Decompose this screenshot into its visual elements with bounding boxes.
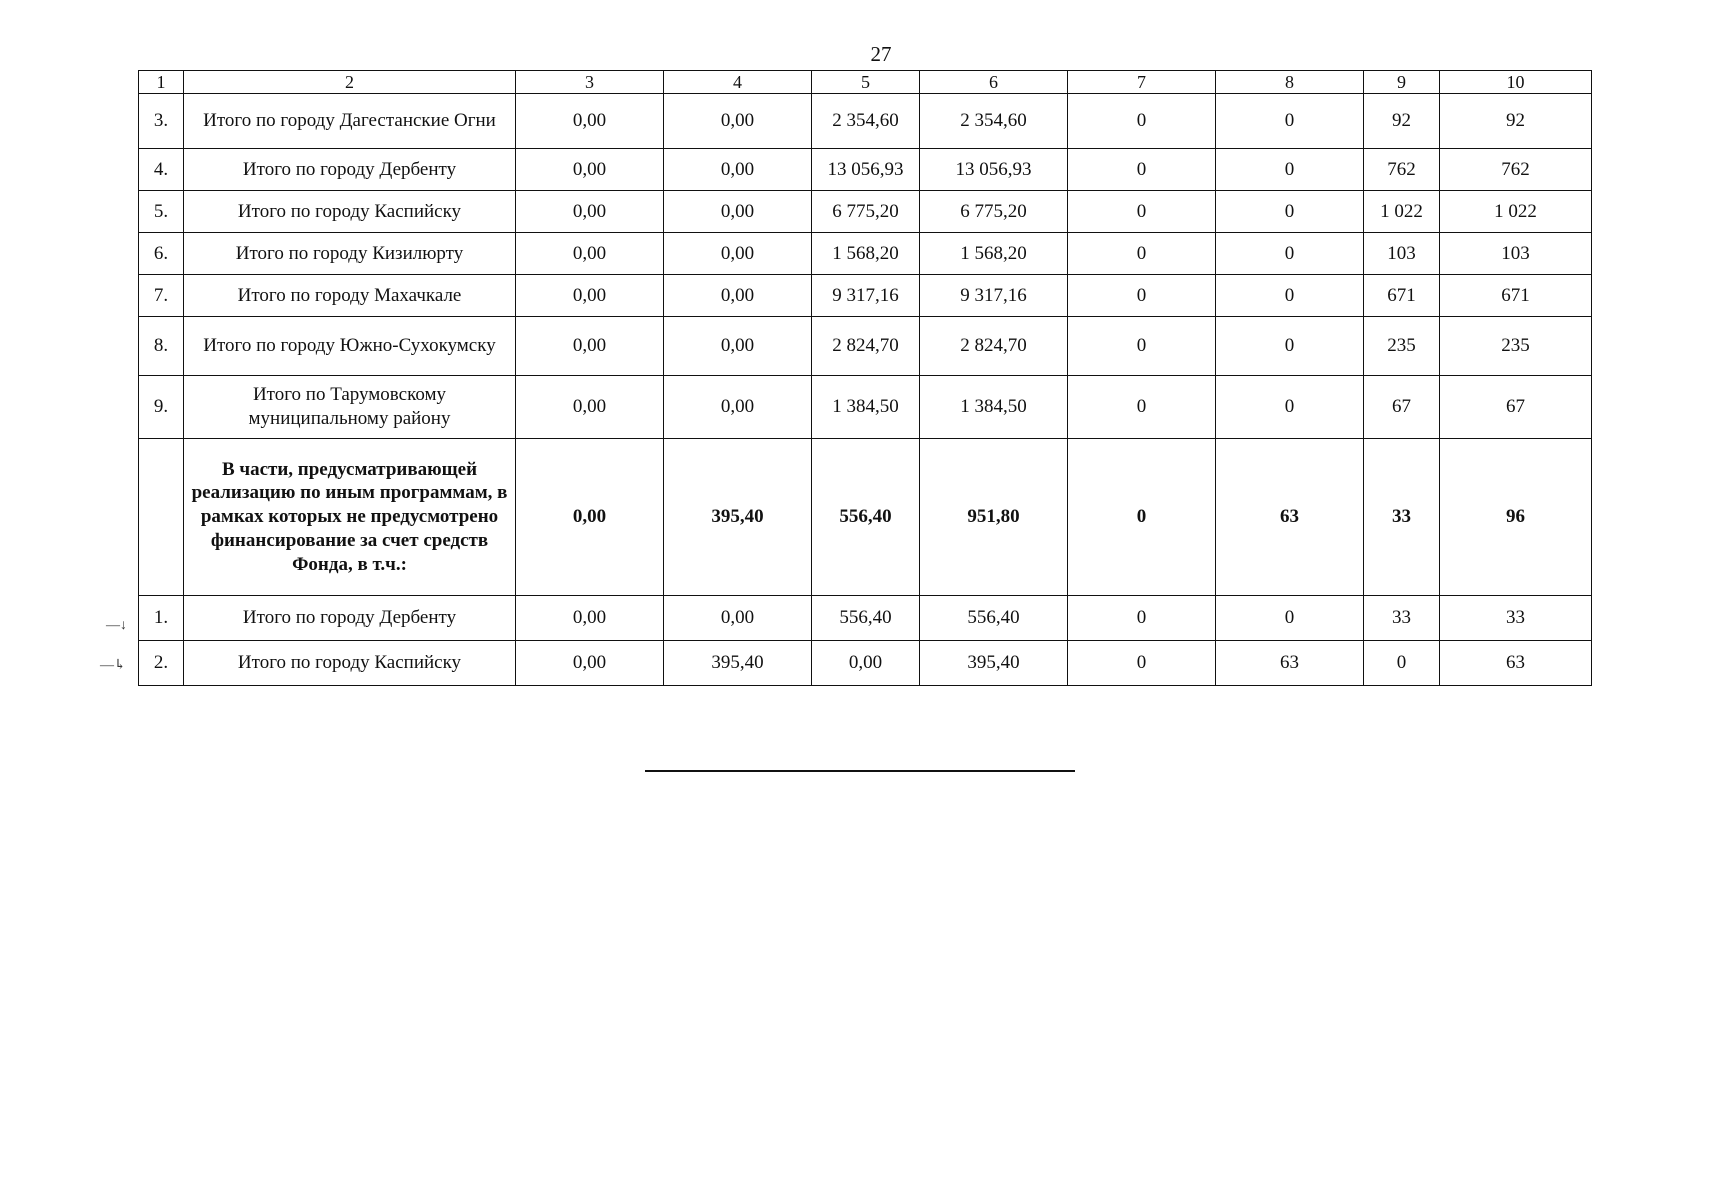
cell-c8: 0 — [1216, 317, 1364, 376]
col-header: 3 — [516, 71, 664, 94]
col-header: 5 — [812, 71, 920, 94]
row-name: Итого по городу Махачкале — [184, 275, 516, 317]
handwritten-tick-mark: —↳ — [100, 658, 126, 673]
row-name: Итого по городу Дагестанские Огни — [184, 94, 516, 149]
cell-c7: 0 — [1068, 596, 1216, 641]
cell-c3: 0,00 — [516, 191, 664, 233]
cell-c3: 0,00 — [516, 275, 664, 317]
row-name: Итого по Тарумовскому муниципальному району — [184, 376, 516, 439]
row-number: 5. — [139, 191, 184, 233]
row-number: 8. — [139, 317, 184, 376]
row-name: Итого по городу Дербенту — [184, 596, 516, 641]
closing-divider-line — [645, 770, 1075, 772]
cell-c9: 235 — [1364, 317, 1440, 376]
cell-c6: 9 317,16 — [920, 275, 1068, 317]
row-number: 7. — [139, 275, 184, 317]
cell-c7: 0 — [1068, 376, 1216, 439]
cell-c3: 0,00 — [516, 641, 664, 686]
table-row — [139, 641, 1592, 686]
cell-c7: 0 — [1068, 641, 1216, 686]
page-number: 27 — [870, 42, 892, 66]
cell-c8: 63 — [1216, 641, 1364, 686]
cell-c5: 0,00 — [812, 641, 920, 686]
cell-c5: 1 568,20 — [812, 233, 920, 275]
cell-c4: 0,00 — [664, 275, 812, 317]
cell-c5: 2 824,70 — [812, 317, 920, 376]
table-row — [139, 275, 1592, 317]
cell-c4: 0,00 — [664, 233, 812, 275]
column-number-header — [139, 71, 1592, 94]
cell-c7: 0 — [1068, 275, 1216, 317]
row-number — [139, 439, 184, 596]
cell-c3: 0,00 — [516, 317, 664, 376]
table-row — [139, 233, 1592, 275]
cell-c9: 92 — [1364, 94, 1440, 149]
col-header: 7 — [1068, 71, 1216, 94]
cell-c8: 0 — [1216, 233, 1364, 275]
cell-c4: 395,40 — [664, 641, 812, 686]
cell-c5: 13 056,93 — [812, 149, 920, 191]
table-row — [139, 376, 1592, 439]
cell-c6: 951,80 — [920, 439, 1068, 596]
cell-c7: 0 — [1068, 233, 1216, 275]
row-name: Итого по городу Кизилюрту — [184, 233, 516, 275]
row-number: 1. — [139, 596, 184, 641]
row-number: 6. — [139, 233, 184, 275]
cell-c3: 0,00 — [516, 376, 664, 439]
cell-c5: 556,40 — [812, 596, 920, 641]
row-number: 4. — [139, 149, 184, 191]
cell-c5: 6 775,20 — [812, 191, 920, 233]
cell-c9: 0 — [1364, 641, 1440, 686]
col-header: 10 — [1440, 71, 1592, 94]
cell-c5: 1 384,50 — [812, 376, 920, 439]
cell-c3: 0,00 — [516, 94, 664, 149]
cell-c7: 0 — [1068, 94, 1216, 149]
cell-c10: 1 022 — [1440, 191, 1592, 233]
cell-c9: 67 — [1364, 376, 1440, 439]
cell-c7: 0 — [1068, 191, 1216, 233]
col-header: 8 — [1216, 71, 1364, 94]
cell-c10: 96 — [1440, 439, 1592, 596]
table-row — [139, 191, 1592, 233]
cell-c10: 762 — [1440, 149, 1592, 191]
cell-c10: 92 — [1440, 94, 1592, 149]
cell-c6: 556,40 — [920, 596, 1068, 641]
cell-c3: 0,00 — [516, 233, 664, 275]
cell-c7: 0 — [1068, 439, 1216, 596]
cell-c6: 2 824,70 — [920, 317, 1068, 376]
row-name: Итого по городу Южно-Сухокумску — [184, 317, 516, 376]
cell-c8: 0 — [1216, 94, 1364, 149]
cell-c8: 0 — [1216, 275, 1364, 317]
col-header: 6 — [920, 71, 1068, 94]
cell-c9: 33 — [1364, 596, 1440, 641]
col-header: 9 — [1364, 71, 1440, 94]
cell-c8: 63 — [1216, 439, 1364, 596]
cell-c4: 0,00 — [664, 191, 812, 233]
cell-c8: 0 — [1216, 149, 1364, 191]
cell-c10: 63 — [1440, 641, 1592, 686]
cell-c9: 103 — [1364, 233, 1440, 275]
cell-c3: 0,00 — [516, 439, 664, 596]
cell-c5: 2 354,60 — [812, 94, 920, 149]
cell-c10: 33 — [1440, 596, 1592, 641]
cell-c4: 0,00 — [664, 376, 812, 439]
data-table — [138, 70, 1592, 686]
cell-c4: 0,00 — [664, 94, 812, 149]
cell-c8: 0 — [1216, 191, 1364, 233]
table-row — [139, 94, 1592, 149]
table-row — [139, 317, 1592, 376]
section-row — [139, 439, 1592, 596]
handwritten-tick-mark: —↓ — [106, 618, 127, 633]
cell-c7: 0 — [1068, 149, 1216, 191]
cell-c4: 0,00 — [664, 596, 812, 641]
cell-c10: 103 — [1440, 233, 1592, 275]
cell-c8: 0 — [1216, 376, 1364, 439]
col-header: 2 — [184, 71, 516, 94]
cell-c6: 6 775,20 — [920, 191, 1068, 233]
row-name: Итого по городу Дербенту — [184, 149, 516, 191]
cell-c4: 395,40 — [664, 439, 812, 596]
table-row — [139, 596, 1592, 641]
cell-c4: 0,00 — [664, 149, 812, 191]
cell-c6: 395,40 — [920, 641, 1068, 686]
cell-c3: 0,00 — [516, 596, 664, 641]
cell-c10: 235 — [1440, 317, 1592, 376]
cell-c5: 9 317,16 — [812, 275, 920, 317]
row-number: 2. — [139, 641, 184, 686]
cell-c9: 762 — [1364, 149, 1440, 191]
section-name: В части, предусматривающей реализацию по иным программам, в рамках которых не предусмотрено финансирование за счет средств Фонда, в т.ч.: — [184, 439, 516, 596]
row-number: 9. — [139, 376, 184, 439]
cell-c9: 671 — [1364, 275, 1440, 317]
cell-c6: 2 354,60 — [920, 94, 1068, 149]
cell-c6: 1 384,50 — [920, 376, 1068, 439]
row-name: Итого по городу Каспийску — [184, 641, 516, 686]
cell-c8: 0 — [1216, 596, 1364, 641]
cell-c4: 0,00 — [664, 317, 812, 376]
cell-c6: 1 568,20 — [920, 233, 1068, 275]
cell-c3: 0,00 — [516, 149, 664, 191]
cell-c7: 0 — [1068, 317, 1216, 376]
row-name: Итого по городу Каспийску — [184, 191, 516, 233]
col-header: 4 — [664, 71, 812, 94]
cell-c5: 556,40 — [812, 439, 920, 596]
cell-c9: 33 — [1364, 439, 1440, 596]
cell-c10: 671 — [1440, 275, 1592, 317]
cell-c6: 13 056,93 — [920, 149, 1068, 191]
cell-c9: 1 022 — [1364, 191, 1440, 233]
col-header: 1 — [139, 71, 184, 94]
row-number: 3. — [139, 94, 184, 149]
cell-c10: 67 — [1440, 376, 1592, 439]
table-row — [139, 149, 1592, 191]
